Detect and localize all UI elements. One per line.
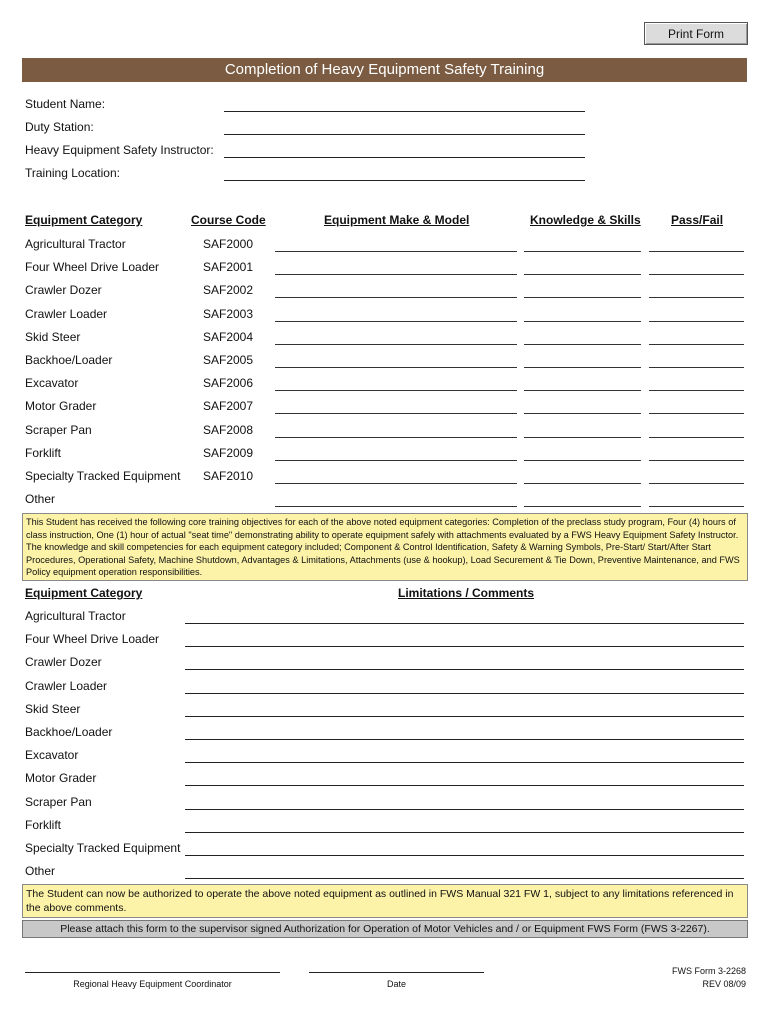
row-category: Crawler Dozer bbox=[25, 655, 102, 670]
knowledge-skills-input[interactable] bbox=[524, 390, 641, 391]
header-field-input[interactable] bbox=[224, 111, 585, 112]
row-category: Four Wheel Drive Loader bbox=[25, 260, 160, 275]
make-model-input[interactable] bbox=[275, 251, 517, 252]
row-category: Motor Grader bbox=[25, 771, 97, 786]
authorization-note: The Student can now be authorized to operate the above noted equipment as outlined in FWS Manual 321 FW 1, subject to any limitations referenced in the above comments. bbox=[22, 884, 748, 918]
row-course-code: SAF2007 bbox=[203, 399, 254, 414]
row-category: Forklift bbox=[25, 817, 61, 832]
make-model-input[interactable] bbox=[275, 413, 517, 414]
pass-fail-input[interactable] bbox=[649, 297, 744, 298]
row-category: Backhoe/Loader bbox=[25, 353, 113, 367]
make-model-input[interactable] bbox=[275, 297, 517, 298]
pass-fail-input[interactable] bbox=[649, 367, 744, 368]
knowledge-skills-input[interactable] bbox=[524, 297, 641, 298]
pass-fail-input[interactable] bbox=[649, 344, 744, 345]
make-model-input[interactable] bbox=[275, 321, 517, 322]
row-category: Other bbox=[25, 864, 56, 879]
row-course-code: SAF2008 bbox=[203, 422, 254, 437]
pass-fail-input[interactable] bbox=[649, 251, 744, 252]
row-category: Excavator bbox=[25, 376, 79, 391]
knowledge-skills-input[interactable] bbox=[524, 321, 641, 322]
print-form-button[interactable]: Print Form bbox=[644, 22, 748, 45]
col-make-model: Equipment Make & Model bbox=[324, 213, 470, 227]
knowledge-skills-input[interactable] bbox=[524, 367, 641, 368]
limitations-input[interactable] bbox=[185, 623, 744, 624]
knowledge-skills-input[interactable] bbox=[524, 483, 641, 484]
make-model-input[interactable] bbox=[275, 460, 517, 461]
row-category: Scraper Pan bbox=[25, 422, 92, 437]
col2-equipment-category: Equipment Category bbox=[25, 586, 143, 600]
row-course-code: SAF2002 bbox=[203, 283, 254, 298]
row-course-code: SAF2009 bbox=[203, 445, 254, 460]
row-course-code: SAF2006 bbox=[203, 376, 254, 391]
row-category: Specialty Tracked Equipment bbox=[25, 841, 181, 855]
limitations-input[interactable] bbox=[185, 832, 744, 833]
header-field-label: Duty Station: bbox=[25, 120, 94, 134]
form-title: Completion of Heavy Equipment Safety Training bbox=[22, 58, 747, 82]
row-course-code: SAF2004 bbox=[203, 329, 254, 344]
limitations-input[interactable] bbox=[185, 739, 744, 740]
row-course-code: SAF2000 bbox=[203, 237, 254, 251]
training-objectives-note: This Student has received the following core training objectives for each of the above noted equipment categories: Completion of the preclass study program, Four (4) hours of class instruction, One (1) hour of actual "seat time" demonstrating ability to operate equipment safely with attachments evaluated by a FWS Heavy Equipment Safety Instructor. The knowledge and skill competencies for each equipment category included; Component & Control Identification, Safety & Warning Symbols, Pre-Start/ Start/After Start Procedures, Operational Safety, Machine Shutdown, Advantages & Limitations, Attachments (use & hookup), Load Securement & Tie Down, Preventive Maintenance, and FWS Policy equipment operation responsibilities. bbox=[22, 513, 748, 581]
header-field-label: Training Location: bbox=[25, 166, 120, 180]
coordinator-signature-line[interactable] bbox=[25, 972, 280, 973]
row-category: Motor Grader bbox=[25, 399, 97, 414]
date-label: Date bbox=[386, 979, 406, 989]
row-category: Crawler Loader bbox=[25, 678, 108, 693]
row-category: Scraper Pan bbox=[25, 794, 92, 809]
row-course-code: SAF2005 bbox=[203, 353, 254, 367]
coordinator-label: Regional Heavy Equipment Coordinator bbox=[73, 979, 232, 989]
make-model-input[interactable] bbox=[275, 483, 517, 484]
limitations-input[interactable] bbox=[185, 878, 744, 879]
row-course-code: SAF2003 bbox=[203, 306, 254, 321]
knowledge-skills-input[interactable] bbox=[524, 437, 641, 438]
limitations-input[interactable] bbox=[185, 762, 744, 763]
limitations-input[interactable] bbox=[185, 716, 744, 717]
make-model-input[interactable] bbox=[275, 437, 517, 438]
pass-fail-input[interactable] bbox=[649, 460, 744, 461]
form-number: FWS Form 3-2268 bbox=[671, 966, 746, 976]
col-course-code: Course Code bbox=[191, 213, 266, 227]
row-category: Agricultural Tractor bbox=[25, 609, 126, 623]
make-model-input[interactable] bbox=[275, 344, 517, 345]
pass-fail-input[interactable] bbox=[649, 413, 744, 414]
pass-fail-input[interactable] bbox=[649, 506, 744, 507]
header-field-input[interactable] bbox=[224, 180, 585, 181]
limitations-input[interactable] bbox=[185, 785, 744, 786]
col-pass-fail: Pass/Fail bbox=[671, 213, 724, 227]
knowledge-skills-input[interactable] bbox=[524, 274, 641, 275]
header-field-input[interactable] bbox=[224, 134, 585, 135]
limitations-input[interactable] bbox=[185, 693, 744, 694]
row-category: Other bbox=[25, 492, 56, 507]
col-knowledge-skills: Knowledge & Skills bbox=[530, 213, 641, 227]
knowledge-skills-input[interactable] bbox=[524, 506, 641, 507]
row-category: Specialty Tracked Equipment bbox=[25, 469, 181, 483]
pass-fail-input[interactable] bbox=[649, 483, 744, 484]
knowledge-skills-input[interactable] bbox=[524, 344, 641, 345]
header-field-input[interactable] bbox=[224, 157, 585, 158]
row-course-code: SAF2001 bbox=[203, 260, 254, 275]
revision: REV 08/09 bbox=[702, 979, 746, 989]
header-field-label: Student Name: bbox=[25, 97, 106, 111]
row-category: Skid Steer bbox=[25, 701, 81, 716]
pass-fail-input[interactable] bbox=[649, 321, 744, 322]
row-course-code: SAF2010 bbox=[203, 469, 254, 483]
row-category: Crawler Loader bbox=[25, 306, 108, 321]
knowledge-skills-input[interactable] bbox=[524, 413, 641, 414]
col-equipment-category: Equipment Category bbox=[25, 213, 143, 227]
row-category: Forklift bbox=[25, 445, 61, 460]
row-category: Excavator bbox=[25, 748, 79, 763]
knowledge-skills-input[interactable] bbox=[524, 251, 641, 252]
row-category: Skid Steer bbox=[25, 329, 81, 344]
limitations-input[interactable] bbox=[185, 809, 744, 810]
row-category: Four Wheel Drive Loader bbox=[25, 632, 160, 647]
date-line[interactable] bbox=[309, 972, 484, 973]
make-model-input[interactable] bbox=[275, 390, 517, 391]
knowledge-skills-input[interactable] bbox=[524, 460, 641, 461]
make-model-input[interactable] bbox=[275, 274, 517, 275]
pass-fail-input[interactable] bbox=[649, 390, 744, 391]
limitations-input[interactable] bbox=[185, 855, 744, 856]
pass-fail-input[interactable] bbox=[649, 274, 744, 275]
limitations-input[interactable] bbox=[185, 669, 744, 670]
row-category: Backhoe/Loader bbox=[25, 725, 113, 739]
col2-limitations: Limitations / Comments bbox=[398, 586, 535, 600]
header-field-label: Heavy Equipment Safety Instructor: bbox=[25, 143, 214, 157]
pass-fail-input[interactable] bbox=[649, 437, 744, 438]
make-model-input[interactable] bbox=[275, 367, 517, 368]
limitations-input[interactable] bbox=[185, 646, 744, 647]
make-model-input[interactable] bbox=[275, 506, 517, 507]
row-category: Crawler Dozer bbox=[25, 283, 102, 298]
attach-instructions: Please attach this form to the supervisor signed Authorization for Operation of Motor Vehicles and / or Equipment FWS Form (FWS 3-2267). bbox=[22, 920, 748, 938]
row-category: Agricultural Tractor bbox=[25, 237, 126, 251]
